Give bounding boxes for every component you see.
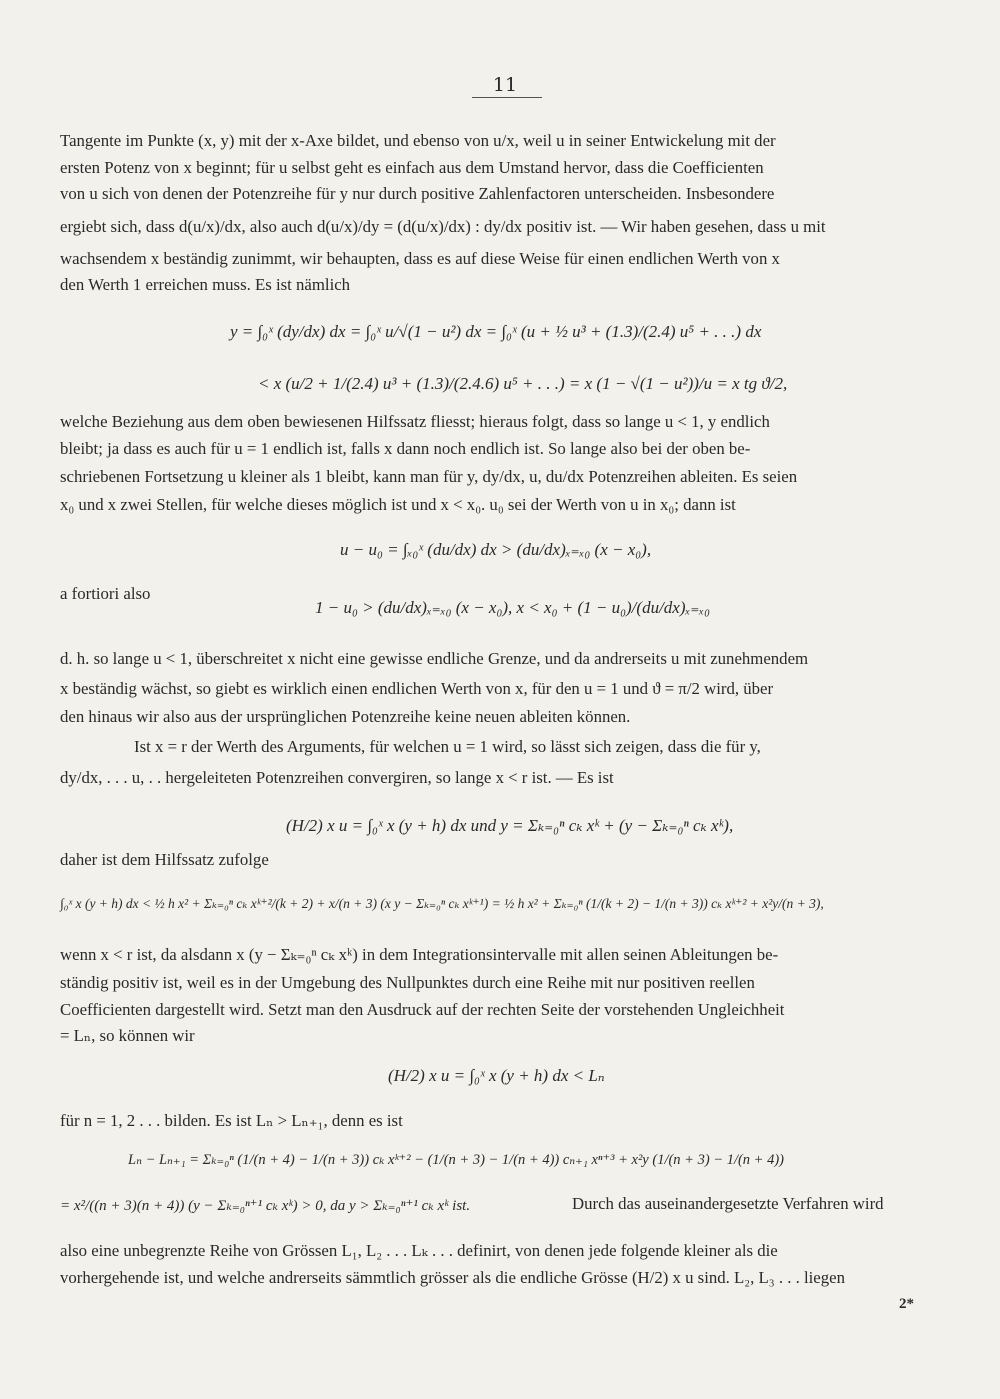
- equation-9-tail: Durch das auseinandergesetzte Verfahren wird: [572, 1194, 884, 1213]
- text-line: bleibt; ja dass es auch für u = 1 endlich ist, falls x dann noch endlich ist. So lange also bei der oben be-: [60, 438, 751, 458]
- text-line: vorhergehende ist, und welche andrerseits sämmtlich grösser als die endliche Grösse (H/2) x u sind. L₂, L₃ . . . liegen: [60, 1267, 845, 1287]
- equation-6: ∫₀ˣ x (y + h) dx < ½ h x² + Σₖ₌₀ⁿ cₖ xᵏ⁺²/(k + 2) + x/(n + 3) (x y − Σₖ₌₀ⁿ cₖ xᵏ⁺¹) = ½ h x² + Σₖ₌₀ⁿ (1/(k + 2) − 1/(n + 3)) cₖ xᵏ⁺² + x²y/(n + 3),: [60, 896, 824, 911]
- text-line: ständig positiv ist, weil es in der Umgebung des Nullpunktes durch eine Reihe mit nur positiven reellen: [60, 973, 755, 992]
- text-line: dy/dx, . . . u, . . hergeleiteten Potenzreihen convergiren, so lange x < r ist. — Es ist: [60, 767, 614, 787]
- text-line: x₀ und x zwei Stellen, für welche dieses möglich ist und x < x₀. u₀ sei der Werth von u in x₀; dann ist: [60, 495, 736, 514]
- equation-1: y = ∫₀ˣ (dy/dx) dx = ∫₀ˣ u/√(1 − u²) dx = ∫₀ˣ (u + ½ u³ + (1.3)/(2.4) u⁵ + . . .) dx: [230, 322, 762, 341]
- a-fortiori-label: a fortiori also: [60, 584, 151, 603]
- paragraph-7: [60, 1238, 956, 1291]
- equation-8: Lₙ − Lₙ₊₁ = Σₖ₌₀ⁿ (1/(n + 4) − 1/(n + 3)) cₖ xᵏ⁺² − (1/(n + 3) − 1/(n + 4)) cₙ₊₁ xⁿ⁺³ + x²y (1/(n + 3) − 1/(n + 4)): [128, 1152, 784, 1168]
- page-number-rule: [472, 97, 542, 98]
- text-line: Tangente im Punkte (x, y) mit der x-Axe bildet, und ebenso von u/x, weil u in seiner Entwickelung mit der: [60, 131, 776, 150]
- equation-2: < x (u/2 + 1/(2.4) u³ + (1.3)/(2.4.6) u⁵ + . . .) = x (1 − √(1 − u²))/u = x tg ϑ/2,: [258, 374, 788, 393]
- equation-9: = x²/((n + 3)(n + 4)) (y − Σₖ₌₀ⁿ⁺¹ cₖ xᵏ) > 0, da y > Σₖ₌₀ⁿ⁺¹ cₖ xᵏ ist.: [60, 1198, 471, 1214]
- daher-label: daher ist dem Hilfssatz zufolge: [60, 850, 269, 869]
- paragraph-5: [60, 940, 956, 1050]
- text-line: Ist x = r der Werth des Arguments, für welchen u = 1 wird, so lässt sich zeigen, dass die für y,: [134, 737, 761, 756]
- paragraph-4: [60, 734, 956, 795]
- equation-4: 1 − u₀ > (du/dx)ₓ₌ₓ₀ (x − x₀), x < x₀ + (1 − u₀)/(du/dx)ₓ₌ₓ₀: [315, 598, 711, 617]
- text-line: also eine unbegrenzte Reihe von Grössen L₁, L₂ . . . Lₖ . . . definirt, von denen jede folgende kleiner als die: [60, 1241, 778, 1260]
- text-line: wachsendem x beständig zunimmt, wir behaupten, dass es auf diese Weise für einen endlichen Werth von x: [60, 248, 780, 268]
- paragraph-3: [60, 646, 956, 730]
- page-number: 11: [492, 74, 518, 96]
- text-line: für n = 1, 2 . . . bilden. Es ist Lₙ > Lₙ₊₁, denn es ist: [60, 1111, 403, 1130]
- equation-5: (H/2) x u = ∫₀ˣ x (y + h) dx und y = Σₖ₌₀ⁿ cₖ xᵏ + (y − Σₖ₌₀ⁿ cₖ xᵏ),: [286, 816, 734, 835]
- equation-7: (H/2) x u = ∫₀ˣ x (y + h) dx < Lₙ: [388, 1066, 605, 1085]
- signature-mark: 2*: [899, 1296, 914, 1312]
- paragraph-6: [60, 1108, 956, 1135]
- text-line: wenn x < r ist, da alsdann x (y − Σₖ₌₀ⁿ cₖ xᵏ) in dem Integrationsintervalle mit allen seinen Ableitungen be-: [60, 945, 779, 964]
- text-line: = Lₙ, so können wir: [60, 1026, 195, 1045]
- text-line: den hinaus wir also aus der ursprünglichen Potenzreihe keine neuen ableiten können.: [60, 706, 631, 726]
- text-line: d. h. so lange u < 1, überschreitet x nicht eine gewisse endliche Grenze, und da andrerseits u mit zunehmendem: [60, 649, 809, 668]
- text-line: Coefficienten dargestellt wird. Setzt man den Ausdruck auf der rechten Seite der vorstehenden Ungleichheit: [60, 999, 785, 1019]
- text-line: x beständig wächst, so giebt es wirklich einen endlichen Werth von x, für den u = 1 und ϑ = π/2 wird, über: [60, 678, 774, 698]
- text-line: welche Beziehung aus dem oben bewiesenen Hilfssatz fliesst; hieraus folgt, dass so lange u < 1, y endlich: [60, 412, 770, 431]
- text-line: den Werth 1 erreichen muss. Es ist nämlich: [60, 275, 351, 294]
- text-line: schriebenen Fortsetzung u kleiner als 1 bleibt, kann man für y, dy/dx, u, du/dx Potenzreihen ableiten. Es seien: [60, 467, 798, 486]
- paragraph-2: [60, 409, 956, 519]
- text-line: ersten Potenz von x beginnt; für u selbst geht es einfach aus dem Umstand hervor, dass die Coefficienten: [60, 157, 764, 177]
- text-line: von u sich von denen der Potenzreihe für y nur durch positive Zahlenfactoren unterscheiden. Insbesondere: [60, 184, 775, 203]
- paragraph-1: [60, 128, 956, 299]
- equation-3: u − u₀ = ∫ₓ₀ˣ (du/dx) dx > (du/dx)ₓ₌ₓ₀ (x − x₀),: [340, 540, 652, 559]
- text-line: ergiebt sich, dass d(u/x)/dx, also auch d(u/x)/dy = (d(u/x)/dx) : dy/dx positiv ist. — Wir haben gesehen, dass u mit: [60, 216, 826, 236]
